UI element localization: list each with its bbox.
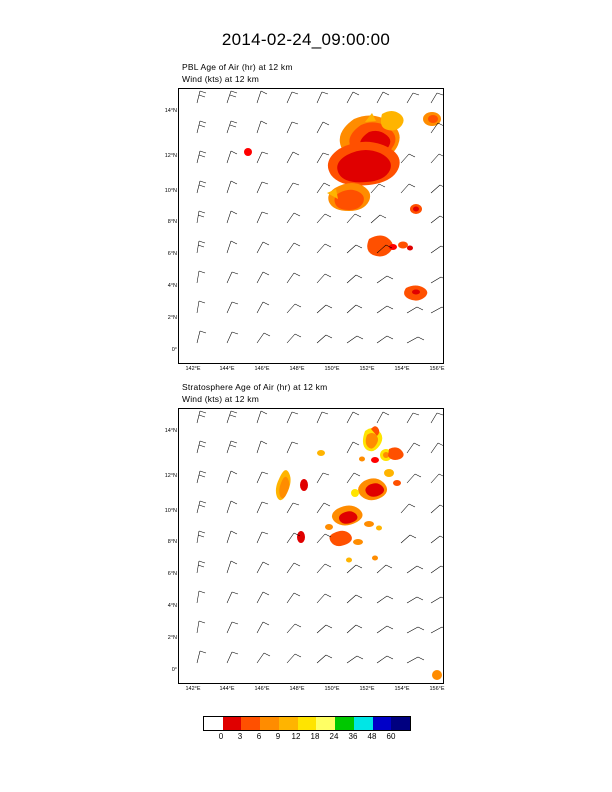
panel-strat-map bbox=[179, 409, 443, 683]
colorbar-tick-7: 36 bbox=[348, 732, 358, 741]
panel-pbl-ytick-1: 12°N bbox=[164, 153, 177, 159]
colorbar-tick-4: 12 bbox=[291, 732, 301, 741]
panel-strat-ytick-6: 2°N bbox=[167, 635, 177, 641]
panel-strat-ytick-4: 6°N bbox=[167, 571, 177, 577]
strat-wind-barbs bbox=[197, 411, 443, 663]
colorbar-tick-0: 0 bbox=[218, 732, 224, 741]
panel-strat-xtick-6: 154°E bbox=[394, 686, 410, 692]
colorbar-swatch-5 bbox=[298, 717, 317, 730]
colorbar-swatch-3 bbox=[260, 717, 279, 730]
colorbar-swatch-4 bbox=[279, 717, 298, 730]
panel-pbl-label-line2: Wind (kts) at 12 km bbox=[182, 74, 260, 84]
panel-strat-ytick-3: 8°N bbox=[167, 539, 177, 545]
panel-strat-ytick-5: 4°N bbox=[167, 603, 177, 609]
panel-strat-ytick-2: 10°N bbox=[164, 508, 177, 514]
panel-pbl-map bbox=[179, 89, 443, 363]
panel-strat-label-line2: Wind (kts) at 12 km bbox=[182, 394, 260, 404]
colorbar-tick-1: 3 bbox=[237, 732, 243, 741]
panel-pbl-xtick-4: 150°E bbox=[324, 366, 340, 372]
panel-strat-xtick-4: 150°E bbox=[324, 686, 340, 692]
panel-pbl-ytick-4: 6°N bbox=[167, 251, 177, 257]
colorbar-swatch-8 bbox=[354, 717, 373, 730]
panel-pbl-ytick-6: 2°N bbox=[167, 315, 177, 321]
panel-strat-ytick-7: 0° bbox=[171, 667, 177, 673]
colorbar-swatch-1 bbox=[223, 717, 242, 730]
colorbar-tick-9: 60 bbox=[386, 732, 396, 741]
panel-strat-xtick-2: 146°E bbox=[254, 686, 270, 692]
panel-strat-label-line1: Stratosphere Age of Air (hr) at 12 km bbox=[182, 382, 328, 392]
colorbar-swatch-7 bbox=[335, 717, 354, 730]
panel-pbl-ytick-3: 8°N bbox=[167, 219, 177, 225]
panel-pbl-xtick-5: 152°E bbox=[359, 366, 375, 372]
colorbar-tick-5: 18 bbox=[310, 732, 320, 741]
colorbar-swatch-6 bbox=[316, 717, 335, 730]
colorbar-tick-3: 9 bbox=[275, 732, 281, 741]
panel-pbl-ytick-2: 10°N bbox=[164, 188, 177, 194]
pbl-age-of-air-field bbox=[244, 111, 441, 301]
colorbar-tick-6: 24 bbox=[329, 732, 339, 741]
panel-pbl-ytick-0: 14°N bbox=[164, 108, 177, 114]
colorbar-swatch-10 bbox=[391, 717, 410, 730]
panel-strat-xtick-3: 148°E bbox=[289, 686, 305, 692]
panel-pbl-plot-area bbox=[178, 88, 444, 364]
panel-strat-plot-area bbox=[178, 408, 444, 684]
panel-strat-xtick-1: 144°E bbox=[219, 686, 235, 692]
panel-strat-xtick-7: 156°E bbox=[429, 686, 445, 692]
panel-pbl-xtick-6: 154°E bbox=[394, 366, 410, 372]
pbl-wind-barbs bbox=[197, 91, 443, 343]
panel-strat-ytick-1: 12°N bbox=[164, 473, 177, 479]
colorbar-tick-8: 48 bbox=[367, 732, 377, 741]
colorbar-swatch-9 bbox=[373, 717, 392, 730]
strat-age-of-air-field bbox=[276, 426, 442, 680]
panel-pbl-label-line1: PBL Age of Air (hr) at 12 km bbox=[182, 62, 293, 72]
panel-pbl-ytick-7: 0° bbox=[171, 347, 177, 353]
page-title: 2014-02-24_09:00:00 bbox=[221, 30, 391, 49]
panel-pbl-xtick-2: 146°E bbox=[254, 366, 270, 372]
panel-pbl-xtick-1: 144°E bbox=[219, 366, 235, 372]
colorbar-swatch-2 bbox=[241, 717, 260, 730]
panel-pbl-xtick-3: 148°E bbox=[289, 366, 305, 372]
colorbar-tick-2: 6 bbox=[256, 732, 262, 741]
panel-pbl-xtick-7: 156°E bbox=[429, 366, 445, 372]
panel-strat-xtick-5: 152°E bbox=[359, 686, 375, 692]
panel-strat-xtick-0: 142°E bbox=[185, 686, 201, 692]
colorbar bbox=[203, 716, 411, 731]
panel-pbl-ytick-5: 4°N bbox=[167, 283, 177, 289]
panel-pbl-xtick-0: 142°E bbox=[185, 366, 201, 372]
panel-strat-ytick-0: 14°N bbox=[164, 428, 177, 434]
colorbar-swatch-0 bbox=[204, 717, 223, 730]
